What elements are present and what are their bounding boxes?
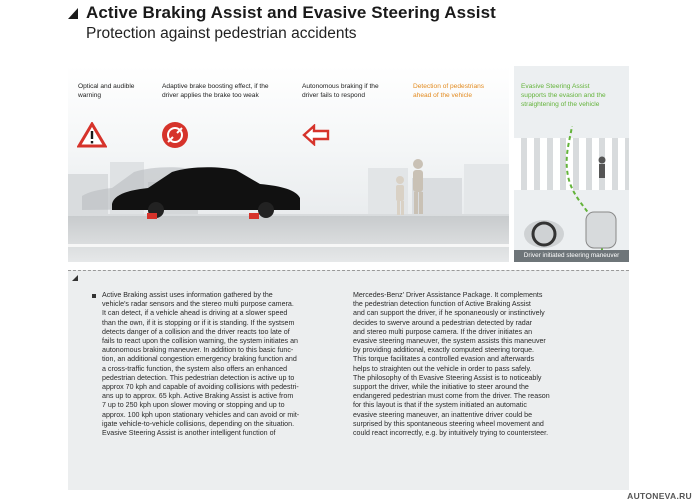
braking-illustration	[68, 66, 509, 262]
brake-light-right	[249, 213, 259, 219]
description-column-1: Active Braking assist uses information gathered by the vehicle's radar sensors and the stereo multi purpose camera. It can detect, if a vehicle ahead is driving at a slower speed than the own, if it is stopping or if it is standing. If the systsem detects danger of a collision and the driver reacts too late of fails to react upon the collision warning, the system initiates an autonomous braking maneuver. In addition to this basic func- tion, an additional congestion emergency braking function and a cross-traffic function, the system also offers an enhanced pedestrian detection. This pedestrian detection is active up to approx 70 kph and capable of avoiding collisions with pedestri- ans up to approx. 65 kph. Active Braking Assist is active from 7 up to 250 kph upon slower moving or stopping and up to approx. 100 kph upon stationary vehicles and can avoid or mit- igate vehicle-to-vehicle collisions, depending on the situation. Evasive Steering Assist is another intelligent function of	[102, 291, 300, 438]
step-detection-text: Detection of pedestrians ahead of the vehicle	[413, 83, 485, 99]
header-triangle-icon	[68, 8, 78, 19]
bullet-square-icon	[92, 294, 96, 298]
evasive-illustration	[514, 66, 629, 262]
brake-light-left	[147, 213, 157, 219]
pedestrian-figure	[388, 158, 428, 216]
brake-boost-icon	[162, 122, 188, 148]
description-column-2: Mercedes-Benz' Driver Assistance Package. It complements the pedestrian detection function of Active Braking Assist and can support the driver, if he sponaneously or instinctively decides to swerve around a pedestrian detected by radar and stereo multi purpose camera. If the driver initiates an evasive steering maneuver, the system assists this maneuver by providing additional, exactly computed steering torque. This torque facilitates a controlled evasion and afterwards helps to straighten out the vehicle in order to pass safely. The philosophy of th Evasive Steering Assist is to noticeably support the driver, while the initiative to steer around the endangered pedestrian must come from the driver. The reason for this layout is that if the system initiated an automatic evasive steering maneuver, an inattentive driver could be surprised by this spontaneous steering wheel movement and could react incorrectly, e.g. by intuitively trying to countersteer.	[353, 291, 550, 438]
warning-triangle-icon	[77, 122, 107, 148]
watermark: AUTONEVA.RU	[627, 491, 692, 501]
page-title: Active Braking Assist and Evasive Steering Assist	[86, 3, 496, 22]
car-silhouette	[82, 160, 302, 220]
page-subtitle: Protection against pedestrian accidents	[86, 25, 357, 42]
step-autonomous-text: Autonomous braking if the driver fails to respond	[302, 83, 379, 99]
step-warning-text: Optical and audible warning	[78, 83, 135, 99]
autonomous-braking-arrow-icon	[302, 124, 330, 146]
evasive-path	[514, 126, 629, 250]
evasive-caption: Driver initiated steering maneuver	[514, 250, 629, 262]
evasive-note-text: Evasive Steering Assist supports the evasion and the straightening of the vehicle	[521, 83, 606, 108]
step-brake-boost-text: Adaptive brake boosting effect, if the driver applies the brake too weak	[162, 83, 269, 99]
box-corner-triangle-icon	[72, 275, 78, 281]
